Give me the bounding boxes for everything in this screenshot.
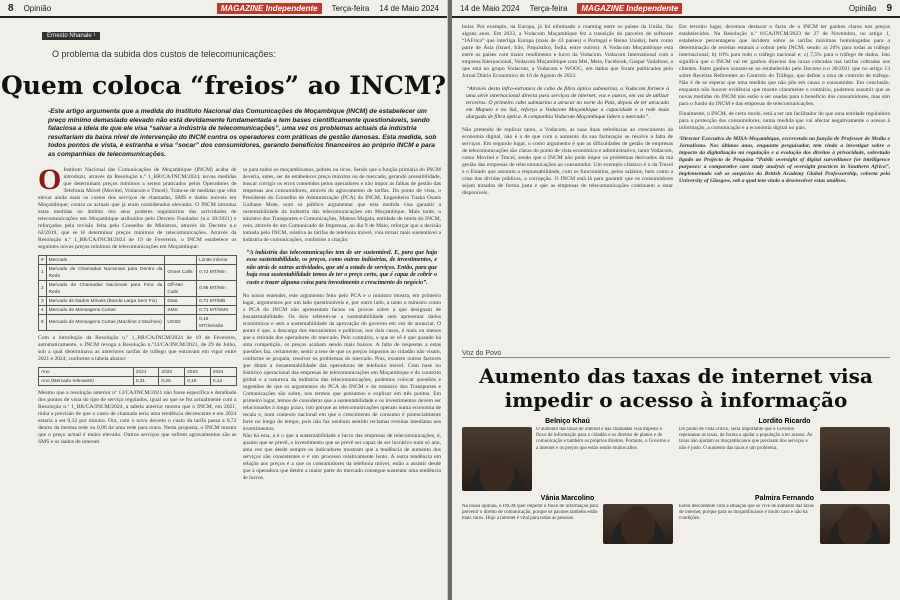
table-row: Ano (Mercado relevante) 0,31 0,25 0,18 0,12 [39,377,237,386]
left-column-2 [243,167,442,497]
col2-text-c: Não há esta, a é o que a sustentabilidade e lucro das empresas de telecomunicações, é, quanto que se prevê, o investimento que se prevê ser capaz de ser lucrativo num só ano, uma vez que desde sempre os indicadores mostram que a tendência de aumento dos serviços são consistentes e é um processo relativamente lento. A outra tendência em relação aos preços é a que os consumidores da telefonia móvel, estão a assistir desde que a operadora que detém a maior parte do mercado consegue sustentar uma tendência de lucros. [242,433,441,482]
right-col1-text: bular. Por exemplo, na Europa, já foi eliminado o roaming entre os países da União, faz alguns anos. Em 2023, a Vodacom Moçambique fez a transição do parceiro de software “IAFrica” que interliga Europa (mais de 43 países) e Portugal e Reino Unido), bem como parte de Ásia (Israel, Irão, Paquistão), Índia, entre outros). A Vodacom Moçambique está entre os países com maior rendimento e lucro da Vodacom. Vodacom International com a empresa Internacional, Vodacom Moçambique com Mel, Meta, Facebook, Gaspar Vodafone, a que está no grupo Vodacom, a Vodacom e WOOC, em dados que foram publicados pelo Jornal Diário Económico de 16 de Agosto de 2023. [462,24,673,79]
right-col1-text-b: Não pretendo de replicar tanto, a Vodacom, as suas duas referências ao crescimento da economia digital, não é a de que com o aumento da sua facturação se resolve a falta de serviços. Em segundo lugar, o como argumento é que as dificuldades de gestão de empresas de telecomunicações são claras do ponto de vista económico e administrativo, tanto Vodacom, como Movitel e Tmcel, sendo que o INCM não pode impor os problemas derivados da má gestão das empresas de telecomunicações ao consumidor. Um exemplo clássico é o da Tmcel e o Estado que assumiu a responsabilidade, com os funcionários, pelos salários, bem como a crise das dívidas públicas, a corrupção. O INCM está lá para garantir que os consumidores sejam tratados de forma justa e que as empresas de telecomunicações continuem a estar disponíveis. [462,127,673,196]
article-headline: Quem coloca “freios” ao INCM? [0,71,447,100]
price-table-header: # [39,256,47,265]
tariff-table-header-row: Ano 2021 2022 2023 2024 [39,368,237,377]
table-row: 4 Mercado de Mensagens Curtas SMS 0,71 MT/SMS [39,306,237,315]
vox-person-card [462,416,673,491]
vox-person-text: Na nossa opinião, o INCM quer impedir o fluxo de informação para prevenir o direito de comunicação, porque os pacotes também estão mais caros. Hoje a internet é vital para todas as pessoas. [462,504,599,522]
tariff-table [38,367,237,386]
vox-person-text: Estou descontente com a situação que se vive de aumento das taxas de internet, porque para os moçambicanos é muito caro e não há condições. [679,504,814,522]
right-weekday: Terça-feira [529,3,568,13]
right-column-1 [462,24,673,346]
right-col2-text-b: Finalmente, o INCM, de certo modo, está a ser um facilitador do que uma entidade reguladora para a protecção dos consumidores, numa medida que vai afectar negativamente o acesso à informação, a comunicação e a economia digital no país. [679,111,890,131]
table-row: 2 Mercado de Chamadas Nacionais para Fora da Rede Off-Net Calls 0,96 MT/Min [39,281,237,297]
price-table-header-row [39,256,237,265]
vox-people-row-2 [462,493,890,544]
vox-person-name: Palmira Fernando [754,495,815,502]
vox-person-text: O aumento das taxas de internet e das chamadas visa impedir o fluxo de informação para o cidadão e os direitos de planos e de comunicação e também os próprios direitos. Portanto, o Governo e a internet e os preços que estão sendo muitos altos. [536,427,670,451]
vox-people-row-1 [462,416,890,491]
table-row: 3 Mercado de Dados Móveis (Banda Larga Sem Fio) Data 0,71 MT/MB [39,297,237,306]
left-section-label: Opinião [23,3,52,13]
article-lead: -Este artigo argumenta que a medida do Instituto Nacional das Comunicações de Moçambique (INCM) de estabelecer um preço mínimo demasiado elevado não está devidamente fundamentada e tem bases cientificamente questionáveis, sendo falaciosa a ideia de que ele visa “salvar a indústria de telecomunicações”, uma vez os problemas actuais da indústria resultariam da baixa nível de intervenção do INCM contra os operadores com práticas de gestão danosas. Esta medida, sob todos pontos de vista, é estranha e visa “socar” dos consumidores, gerando benefícios financeiros ao próprio INCM e para as companhias de telecomunicações. [48,108,437,158]
col1-text-c: Mesmo que a resolução anterior nº 13/CA/INCM/2021 não fosse específica e detalhado dos pontos de vista do tipo de serviço regulados, igual ao que se fez actualmente com a Resolução n.º 1_BR/CA/INCM/2024, a tabela anterior mostra que o INCM, em 2021, tinha a previsão de que o custo de chamada teria uma tendência decrescente e em 2024 estaria a set 0,12 por minuto. Ora, com o novo decreto o custo da tarifa passa a 0,72 dentro da mesma rede ou 0,96 da uma rede para outra. Nesta proposta, o INCM mostra que o preço actual é muito elevado. Outros serviços que sofrem agravamentos são as SMS e os dados de internet. [38,390,237,445]
right-page [452,0,900,600]
vox-headline: Aumento das taxas de internet visa impedir o acesso à informação [479,364,873,412]
price-table-header: Limite inferior [197,256,236,265]
right-page-number: 9 [886,2,892,14]
table-row: 1 Mercado de Chamadas Nacionais para Dentro da Rede Onnet Calls 0,72 MT/Min [39,265,237,281]
left-page [0,0,448,600]
price-table-header [165,256,197,265]
right-col2-text: Em terceiro lugar, devemos destacar o facto de o INCM ter ganhos claros nos preços estabelecidos. Na Resolução n.º 6/CA/INCM/2023 de 27 de Novembro, no artigo 1, estabelece percentagens que incidem sobre as tarifas máximas homologadas para a determinação de receitas estatais a cobrar pelo INCM, sendo: a) 20% para todas as tráfego internacional; b) 10% para todo o tráfego nacional e; c) 7,5% para o tráfego de dados. Isto significa que o INCM vai ter ganhos directos das taxas cobradas nas tarifas cobradas aos clientes. Estes ganhos somam-se ao estabelecido pelo Decreto n.o 30/2021 que no artigo 13 sobre Receitas Referentes ao Controlo do Tráfego, que define a taxa de controlo de tráfego. Não é de se esperar que uma medida que não põe em causa o consumidor. Em conclusão, enquanto não houver evidência que mostre claramente o contrário, podemos assumir que as novas medidas do INCM não estão a ser usadas para o benefício dos consumidores, mas sim para o fundo do INCM e das empresas de telecomunicações. [679,24,890,107]
vox-person-card [679,416,890,491]
right-section-label: Opinião [848,3,877,13]
left-page-number: 8 [8,2,14,14]
left-column-1 [38,167,237,497]
author-note: ¹Director Executivo do MISA-Moçambique, escrevendo na função de Professor de Media e Jornalismo. Nos últimos anos, enquanto pesquisador, tem vindo a investigar sobre o impacto da digitalização na regulação e a evolução dos direitos à privacidade, sobretudo ligado ao Projecto de Pesquisa “Public oversight of digital surveillance for intelligence purposes: a comparative case study analysis of oversight practices in Southern Africa”, implementado sob os auspícios do British Academy Global Professorship, coberta pela University of Glasgow, sob a qual tem vindo a desenvolver estas análises. [679,136,890,184]
left-running-header [0,0,447,18]
portrait-photo [462,427,532,491]
col1-text-b: Com a introdução da Resolução n.º 1_BR/CA/INCM/2024 de 19 de Fevereiro, automaticamente, o INCM revoga a Resolução n.º13/CA/INCM/2021, de 29 de Julho, sob a qual determinava as anteriores tarifas de tráfego que entravam em vigor entre 2021 e 2024, conforme a tabela abaixo: [38,335,237,362]
pull-quote: “A indústria das telecomunicações tem de ser sustentável. E, para que haja essa sustentabilidade, os preços, como outras indústrias, de investimentos, e não atrás de outras actividades, que até a estado de serviços. Então, para que haja essa sustentabilidade temos de ter o preço certo, que é capaz de cobrir o custo e trazer alguma coisa para investimento e crescimento do negócio”. [246,250,437,286]
portrait-photo [603,504,673,544]
vox-person-name: Lordito Ricardo [758,418,811,425]
right-running-header [452,0,900,18]
left-magazine-label: MAGAZINE Independente [217,3,322,14]
left-weekday: Terça-feira [331,3,370,13]
article-kicker: O problema da subida dos custos de telecomunicações: [52,49,276,59]
col1-text: Instituto Nacional das Comunicações de Moçambique (INCM) acaba de introduzir, através da Resolução n.º 1_BR/CA/INCM/2024, novas medidas que determinam preços mínimos a serem praticados pelos Operadores de Telefonia Móvel (Movitel, Vodacom e Tmcel). Trata-se de medidas que vêm elevar ainda mais os custos dos serviços de chamadas, SMS e dados móveis em Moçambique, contra os actuais que já eram considerados elevados. O INCM introduz estas medidas no âmbito dos seus poderes regulatórios das actividades de telecomunicações em Moçambique atribuídos pelo Decreto Fundador (n.o 30/2021) e reforçados pela revisão feita pelo Conselho de Ministros, através do Decreto n.o 62/2019, que se lê determinar preços mínimos de telecomunicações. Através da Resolução n.º 1_BR/CA/INCM/2024 de 19 de Fevereiro, o INCM estabelece os seguintes novos preços mínimos de telecomunicações em Moçambique: [38,167,237,250]
col2-text-b: No nosso entender, este argumento feito pelo PCA e o ministro mostra, em primeiro lugar, argumentos por um lado questionáveis e, por outro lado, a tanto o ministro como o PCA do INCM não apresentam factos ou provas sobre a que designam de insustentabilidade. Os dois referem-se a sustentabilidade sem apresentar dados económicos e sem a sustentabilidade da aprovação do governo em vez de anunciar. O ponto é que, a descarga dos mecanismos e políticas, nos dois casos, é mais ou menos que a retirada dos operadores do mercado. Pelo contrário, o que se vê é que quando há uma competição, os preços acabam sendo mais baixos. A falta de respostas a estas questões faz, certamente, sentir a tese de que os preços impostos ao cidadão não visam, conforme se propala, resolver os problemas do mercado. Pois, existem outros factores que ditam a insustentabilidade das operadoras de telefonia móvel. Com base no histórico operacional das empresas de telecomunicações em Moçambique e do contexto global e a natureza da indústria das telecomunicações, podemos colocar questões e sugestões de que os argumentos do PCA do INCM e do ministro dos Transportes e Comunicações são sobre, nos termos que pensamos e explicar em três pontos. Em primeiro lugar, temos de considerar que a sustentabilidade e os investimentos devem ser relacionados à longo prazo, isto porque as telecomunicações operam numa economia de escala e, num contexto nacional em que o crescimento de consumo é potencialmente forte no longo do tempo, pois não faz nenhum sentido reclamar receitas imediatas aos investimentos. [242,293,441,433]
portrait-photo [820,427,890,491]
author-tag: Ernesto Nhanale ¹ [42,32,100,40]
right-column-2 [679,24,890,346]
vox-person-name: Vânia Marcolino [540,495,595,502]
table-row: 5 Mercado de Mensagens Curtas (Machine 2 Machine) USSD 0,15 MT/Sessão [39,315,237,331]
vox-person-card [462,493,673,544]
vox-person-name: Belniço Khaú [545,418,590,425]
price-table [38,255,237,331]
price-table-header: Mercado [46,256,165,265]
drop-cap: O [38,167,62,196]
right-date: 14 de Maio 2024 [460,3,520,13]
right-quote: “Através desta infra-estrutura de cabo de fibra óptica submarina, a Vodacom fornece à uma série internacional directa para serviços de internet, voz e outros, em vez de utilizar terceiros. O primeiro cabo submarino a atracar no norte do País, depois de ter atracado em Maputo e no Sul, reforça a Vodacom Moçambique a capacidade e a rede mais alargada de fibra óptica. A companhia Vodacom Moçambique lidera o mercado”. [466,86,669,120]
col2-text: so para todos os moçambicanos, pobres ou ricos. Sendo que a função primária do INCM deveria, antes, ser de estabelecer preço máximo ou de mercado, gerando acessibilidade, buscar corrigir os erros cometidos pelos operadores e não impor as falhas de gestão das empresas aos consumidores, através do agravamento de tarifas. Do ponto de vista, o Presidente do Conselho de Administração (PCA) do INCM, Engenheiro Tuaha Osatis Gulhane Mote, num só público argumentar que esta medida visa garantir a sustentabilidade da indústria das telecomunicações em Moçambique. Mais tarde, o ministro dos Transportes e Comunicações, Mateus Magala, entidade de tutela do INCM, veio, através de um Comunicado de Imprensa, ao dia 9 de Maio, reforçar que a decisão tomada pelo INCM, relativa às tarifas de telefonia móvel, visa tornar mais sustentável a indústria de comunicações, conforme a citação: [242,167,441,243]
vox-person-card [679,493,890,544]
vox-person-text: Do ponto de vista crítico, seria importante que o Governo repensasse as taxas, de forma a ajudar a população a ter acesso. As taxas não ajudam os moçambicanos que precisam dos serviços e não é justo. O aumento das taxas é um problema. [679,427,813,451]
left-date: 14 de Maio 2024 [379,3,439,13]
vox-section-label: Voz do Povo [462,350,890,358]
right-magazine-label: MAGAZINE Independente [577,3,682,14]
portrait-photo [820,504,890,544]
